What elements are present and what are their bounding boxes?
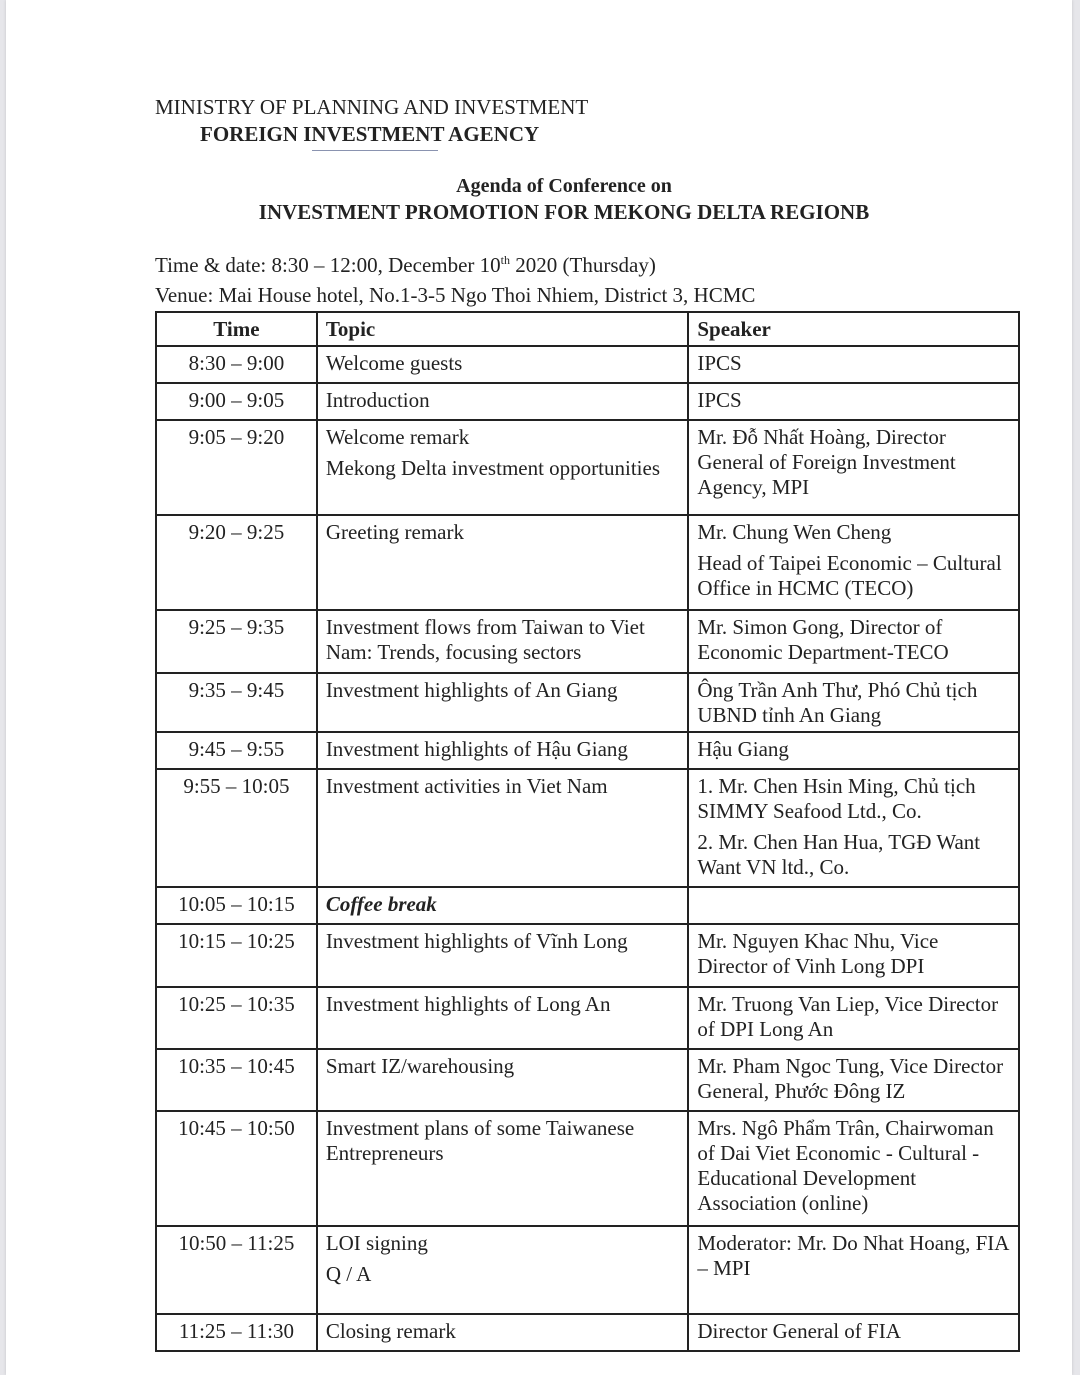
speaker-text: Mr. Pham Ngoc Tung, Vice Director General, Phước Đông IZ bbox=[697, 1054, 1004, 1103]
header-topic: Topic bbox=[317, 312, 689, 346]
topic-text: Q / A bbox=[325, 1262, 372, 1286]
table-row bbox=[156, 673, 1019, 732]
speaker-cell bbox=[688, 769, 1019, 887]
agenda-table bbox=[155, 311, 1020, 1352]
topic-cell bbox=[317, 515, 689, 610]
table-row bbox=[156, 769, 1019, 887]
time-cell: 10:50 – 11:25 bbox=[156, 1226, 317, 1314]
topic-text: LOI signing bbox=[325, 1231, 428, 1255]
speaker-text: Mr. Simon Gong, Director of Economic Department-TECO bbox=[697, 615, 949, 664]
speaker-cell bbox=[688, 346, 1019, 383]
speaker-cell bbox=[688, 924, 1019, 987]
time-cell: 9:00 – 9:05 bbox=[156, 383, 317, 420]
speaker-cell bbox=[688, 673, 1019, 732]
date-prefix: Time & date: 8:30 – 12:00, December 10 bbox=[155, 253, 501, 277]
table-row bbox=[156, 987, 1019, 1049]
venue-line: Venue: Mai House hotel, No.1-3-5 Ngo Thoi Nhiem, District 3, HCMC bbox=[155, 283, 756, 307]
topic-text: Smart IZ/warehousing bbox=[325, 1054, 515, 1078]
topic-cell bbox=[317, 610, 689, 673]
table-row bbox=[156, 346, 1019, 383]
speaker-text: Mr. Đỗ Nhất Hoàng, Director General of Foreign Investment Agency, MPI bbox=[697, 425, 956, 499]
topic-text: Investment highlights of Vĩnh Long bbox=[325, 929, 628, 953]
speaker-cell bbox=[688, 1226, 1019, 1314]
topic-cell bbox=[317, 383, 689, 420]
topic-text: Welcome guests bbox=[325, 351, 463, 375]
topic-cell bbox=[317, 1314, 689, 1351]
date-superscript: th bbox=[500, 253, 511, 267]
time-cell: 10:35 – 10:45 bbox=[156, 1049, 317, 1111]
speaker-text: Head of Taipei Economic – Cultural Office in HCMC (TECO) bbox=[697, 551, 1002, 600]
document-page bbox=[6, 0, 1072, 1375]
speaker-text: Mr. Nguyen Khac Nhu, Vice Director of Vinh Long DPI bbox=[697, 929, 939, 978]
speaker-text: IPCS bbox=[697, 351, 742, 375]
time-cell: 10:45 – 10:50 bbox=[156, 1111, 317, 1226]
topic-cell bbox=[317, 1049, 689, 1111]
time-cell: 9:45 – 9:55 bbox=[156, 732, 317, 769]
time-cell: 10:25 – 10:35 bbox=[156, 987, 317, 1049]
table-header-row bbox=[156, 312, 1019, 346]
topic-cell bbox=[317, 732, 689, 769]
table-row bbox=[156, 924, 1019, 987]
table-row bbox=[156, 732, 1019, 769]
speaker-text: 2. Mr. Chen Han Hua, TGĐ Want Want VN ltd., Co. bbox=[697, 830, 981, 879]
time-cell: 8:30 – 9:00 bbox=[156, 346, 317, 383]
time-cell: 9:55 – 10:05 bbox=[156, 769, 317, 887]
speaker-text: 1. Mr. Chen Hsin Ming, Chủ tịch SIMMY Seafood Ltd., Co. bbox=[697, 774, 976, 823]
agenda-subtitle: INVESTMENT PROMOTION FOR MEKONG DELTA REGIONB bbox=[258, 200, 870, 224]
speaker-cell bbox=[688, 1049, 1019, 1111]
speaker-text: Ông Trần Anh Thư, Phó Chủ tịch UBND tỉnh An Giang bbox=[697, 678, 978, 727]
table-row bbox=[156, 1111, 1019, 1226]
table-row bbox=[156, 1314, 1019, 1351]
speaker-text: Director General of FIA bbox=[697, 1319, 901, 1343]
topic-cell bbox=[317, 673, 689, 732]
speaker-cell bbox=[688, 887, 1019, 924]
speaker-text: Mr. Truong Van Liep, Vice Director of DPI Long An bbox=[697, 992, 999, 1041]
table-row bbox=[156, 1226, 1019, 1314]
date-suffix: 2020 (Thursday) bbox=[510, 253, 656, 277]
speaker-cell bbox=[688, 732, 1019, 769]
topic-cell bbox=[317, 769, 689, 887]
speaker-cell bbox=[688, 1314, 1019, 1351]
time-cell: 9:25 – 9:35 bbox=[156, 610, 317, 673]
speaker-text: Mrs. Ngô Phẩm Trân, Chairwoman of Dai Viet Economic - Cultural - Educational Development Association (online) bbox=[697, 1116, 994, 1215]
speaker-cell bbox=[688, 610, 1019, 673]
topic-text: Greeting remark bbox=[325, 520, 464, 544]
speaker-cell bbox=[688, 383, 1019, 420]
time-cell: 11:25 – 11:30 bbox=[156, 1314, 317, 1351]
topic-text: Closing remark bbox=[325, 1319, 456, 1343]
topic-text: Welcome remark bbox=[325, 425, 470, 449]
speaker-cell bbox=[688, 1111, 1019, 1226]
table-row bbox=[156, 515, 1019, 610]
header-speaker: Speaker bbox=[688, 312, 1019, 346]
topic-text: Investment flows from Taiwan to Viet Nam: Trends, focusing sectors bbox=[325, 615, 645, 664]
speaker-text: IPCS bbox=[697, 388, 742, 412]
topic-text: Investment highlights of Long An bbox=[325, 992, 611, 1016]
speaker-cell bbox=[688, 515, 1019, 610]
topic-text: Investment plans of some Taiwanese Entrepreneurs bbox=[325, 1116, 635, 1165]
topic-text: Investment highlights of An Giang bbox=[325, 678, 618, 702]
speaker-text: Hậu Giang bbox=[697, 737, 789, 761]
time-cell: 9:35 – 9:45 bbox=[156, 673, 317, 732]
topic-cell bbox=[317, 987, 689, 1049]
agency-underline bbox=[312, 150, 438, 151]
topic-cell bbox=[317, 1111, 689, 1226]
speaker-cell bbox=[688, 987, 1019, 1049]
table-row bbox=[156, 887, 1019, 924]
agenda-rows bbox=[156, 346, 1019, 1351]
ministry-name: MINISTRY OF PLANNING AND INVESTMENT bbox=[155, 95, 589, 119]
time-cell: 10:05 – 10:15 bbox=[156, 887, 317, 924]
topic-cell bbox=[317, 1226, 689, 1314]
topic-cell bbox=[317, 346, 689, 383]
topic-cell bbox=[317, 924, 689, 987]
time-cell: 9:20 – 9:25 bbox=[156, 515, 317, 610]
table-row bbox=[156, 1049, 1019, 1111]
time-cell: 9:05 – 9:20 bbox=[156, 420, 317, 515]
speaker-text: Mr. Chung Wen Cheng bbox=[697, 520, 892, 544]
time-cell: 10:15 – 10:25 bbox=[156, 924, 317, 987]
speaker-text: Moderator: Mr. Do Nhat Hoang, FIA – MPI bbox=[697, 1231, 1009, 1280]
speaker-cell bbox=[688, 420, 1019, 515]
topic-text: Coffee break bbox=[325, 892, 437, 916]
table-row bbox=[156, 420, 1019, 515]
agenda-title: Agenda of Conference on bbox=[456, 175, 672, 197]
topic-cell bbox=[317, 887, 689, 924]
topic-text: Introduction bbox=[325, 388, 430, 412]
time-date-line bbox=[155, 253, 656, 278]
header-time: Time bbox=[156, 312, 317, 346]
topic-text: Mekong Delta investment opportunities bbox=[325, 456, 661, 480]
table-row bbox=[156, 610, 1019, 673]
topic-text: Investment activities in Viet Nam bbox=[325, 774, 608, 798]
topic-text: Investment highlights of Hậu Giang bbox=[325, 737, 628, 761]
table-row bbox=[156, 383, 1019, 420]
topic-cell bbox=[317, 420, 689, 515]
agency-name: FOREIGN INVESTMENT AGENCY bbox=[200, 122, 540, 146]
